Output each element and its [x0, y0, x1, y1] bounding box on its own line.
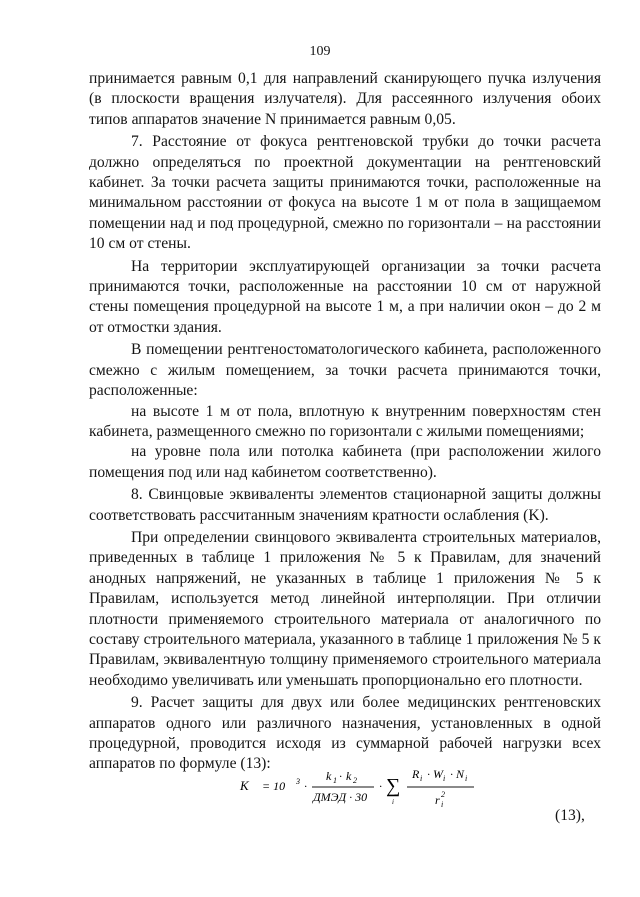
formula-k2-sub: 2: [353, 776, 357, 785]
paragraph: 9. Расчет защиты для двух или более медицинских рентгеновских аппаратов одного или различного назначения, установленных в одной процедурной, проводится исходя из суммарной рабочей нагрузки всех аппаратов по формуле (13):: [89, 694, 601, 773]
formula-R-sub: i: [420, 774, 423, 783]
formula-W: · W: [427, 767, 443, 781]
formula-num-dot: ·: [339, 769, 342, 783]
formula-r-sup: 2: [441, 790, 445, 799]
formula-k1-sub: 1: [333, 776, 337, 785]
equation-number: (13),: [555, 807, 585, 824]
formula-N-sub: i: [465, 774, 468, 783]
page-number: 109: [309, 44, 331, 59]
body-text: [89, 69, 601, 775]
paragraph: При определении свинцового эквивалента строительных материалов, приведенных в таблице 1 приложения № 5 к Правилам, для значений анодных напряжений, не указанных в таблице 1 приложения № 5 к Правилам, используется метод линейной интерполяции. При отличии плотности применяемого строительного материала от аналогичного по составу строительного материала, указанного в таблице 1 приложения № 5 к Правилам, эквивалентную толщину применяемого строительного материала необходимо увеличивать или уменьшать пропорционально его плотности.: [89, 528, 601, 689]
formula-N: · N: [450, 767, 465, 781]
formula-dot: ·: [304, 779, 307, 793]
formula-sum-sign: ∑: [386, 775, 401, 797]
paragraph: на уровне пола или потолка кабинета (при расположении жилого помещения под или над кабинетом соответственно).: [89, 443, 601, 481]
formula-exponent: 3: [296, 777, 300, 786]
formula-k1: k: [326, 769, 332, 783]
formula-equals: = 10: [262, 779, 286, 793]
formula-lhs: K: [240, 778, 249, 793]
paragraph: на высоте 1 м от пола, вплотную к внутренним поверхностям стен кабинета, размещенного смежно по горизонтали с жилыми помещениями;: [89, 402, 601, 440]
paragraph: 7. Расстояние от фокуса рентгеновской трубки до точки расчета должно определяться по проектной документации на рентгеновский кабинет. За точки расчета защиты принимаются точки, расположенные на минимальном расстоянии от фокуса на высоте 1 м от пола в защищаемом помещении над и под процедурной, смежно по горизонтали – на расстоянии 10 см от стены.: [89, 133, 601, 253]
formula-denominator: ДМЭД · 30: [313, 790, 368, 804]
formula-13: [222, 759, 522, 819]
formula-r: r: [435, 793, 440, 807]
formula-dot-2: ·: [379, 779, 382, 793]
formula-r-sub: i: [441, 800, 444, 809]
formula-W-sub: i: [443, 774, 446, 783]
formula-k2: k: [346, 769, 352, 783]
paragraph: 8. Свинцовые эквиваленты элементов стационарной защиты должны соответствовать рассчитанным значениям кратности ослабления (K).: [89, 486, 601, 524]
formula-sum-index: i: [392, 798, 394, 806]
paragraph: В помещении рентгеностоматологического кабинета, расположенного смежно с жилым помещением, за точки расчета принимаются точки, расположенные:: [89, 341, 601, 400]
paragraph: На территории эксплуатирующей организации за точки расчета принимаются точки, расположенные на расстоянии 10 см от наружной стены помещения процедурной на высоте 1 м, а при наличии окон – до 2 м от отмостки здания.: [89, 257, 601, 336]
paragraph: принимается равным 0,1 для направлений сканирующего пучка излучения (в плоскости вращения излучателя). Для рассеянного излучения обоих типов аппаратов значение N принимается равным 0,05.: [89, 70, 601, 128]
formula-R: R: [412, 767, 420, 781]
